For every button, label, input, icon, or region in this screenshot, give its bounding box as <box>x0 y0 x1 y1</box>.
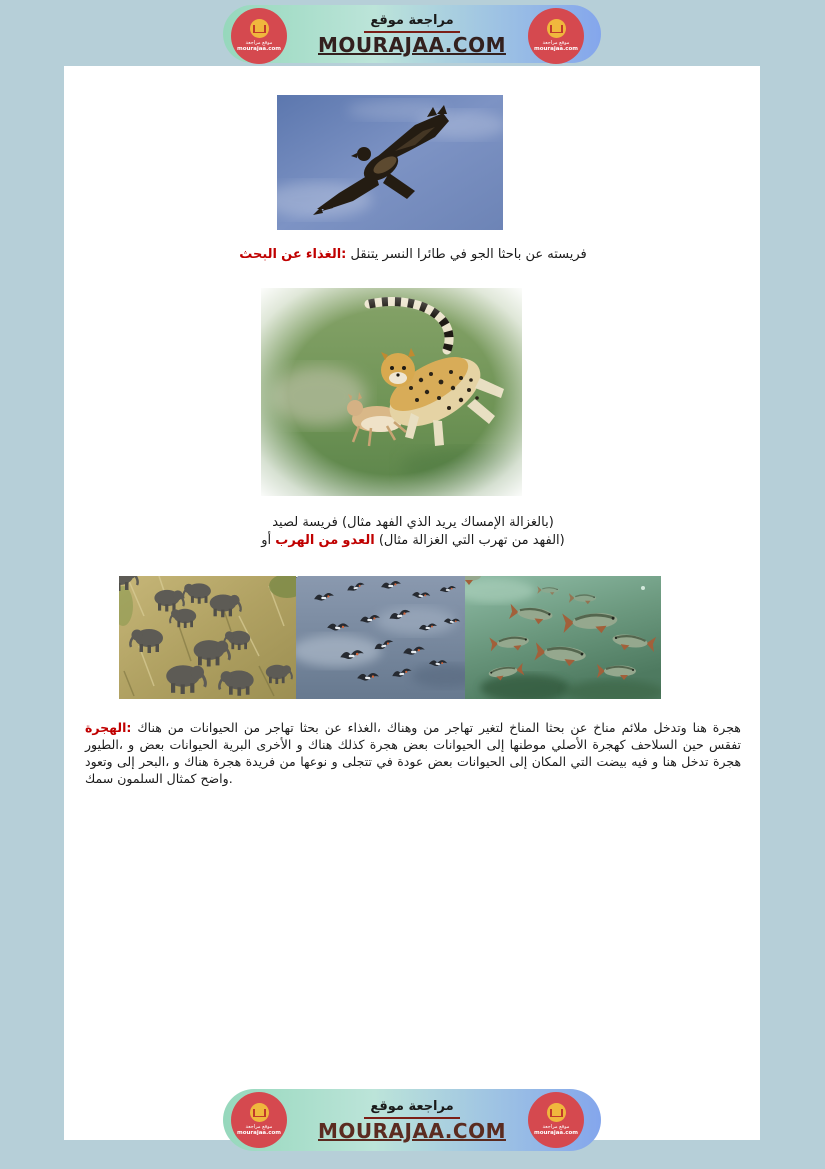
caption-hunt-prey: لصيد فريسة (مثال الفهد الذي يريد الإمساك بالغزالة) <box>272 515 554 530</box>
logo-book-icon <box>253 25 266 33</box>
logo-text-latin: mourajaa.com <box>236 1130 282 1136</box>
logo-text-latin: mourajaa.com <box>533 1130 579 1136</box>
site-title-latin[interactable]: MOURAJAA.COM <box>318 32 506 57</box>
site-title-arabic[interactable]: موقع مراجعة <box>364 12 459 33</box>
caption-search-food: البحث عن الغذاء: يتنقل النسر طائرا في الجو باحثا عن فريسته <box>239 247 587 262</box>
site-title-latin[interactable]: MOURAJAA.COM <box>318 1118 506 1143</box>
logo-badge-icon <box>250 19 269 38</box>
logo-book-icon <box>550 1109 563 1117</box>
animals-image-strip <box>119 576 661 699</box>
elephants-image <box>119 576 296 699</box>
logo-badge-icon <box>547 1103 566 1122</box>
caption-flee-enemy: أو الهرب من العدو (مثال الغزالة التي تهرب من الفهد) <box>261 533 565 548</box>
logo-badge-icon <box>547 19 566 38</box>
logo-text-latin: mourajaa.com <box>236 46 282 52</box>
birds-image <box>296 576 465 699</box>
cheetah-image <box>261 288 522 496</box>
header-logo-left <box>231 8 287 64</box>
migration-paragraph: الهجرة: هناك من الحيوانات من تهاجر بحثا عن الغذاء، وهناك من تهاجر لتغير المناخ بحثا عن مناخ ملائم وتدخل هنا هجرة الطيور، و بعض الحيوانات البرية الأخرى و هناك كذلك هجرة بعض الحيوانات إلى موطنها الأصلي كهجرة السلاحف حين تفقس وتعود إلى البحر، و هناك هجرة فريدة من نوعها و تتجلى في عودة بعض الحيوانات إلى المكان التي بيضت فيه و هنا تدخل هجرة سمك السلمون كمثال واضح. <box>85 720 742 786</box>
eagle-image <box>277 95 503 230</box>
logo-text-arabic: موقع مراجعة <box>245 1124 273 1130</box>
footer-logo-left <box>231 1092 287 1148</box>
salmon-image <box>465 576 661 699</box>
logo-text-arabic: موقع مراجعة <box>542 1124 570 1130</box>
footer-logo-right <box>528 1092 584 1148</box>
logo-book-icon <box>550 25 563 33</box>
logo-badge-icon <box>250 1103 269 1122</box>
logo-book-icon <box>253 1109 266 1117</box>
logo-text-latin: mourajaa.com <box>533 46 579 52</box>
header-logo-right <box>528 8 584 64</box>
logo-text-arabic: موقع مراجعة <box>542 40 570 46</box>
logo-text-arabic: موقع مراجعة <box>245 40 273 46</box>
site-title-arabic[interactable]: موقع مراجعة <box>364 1098 459 1119</box>
